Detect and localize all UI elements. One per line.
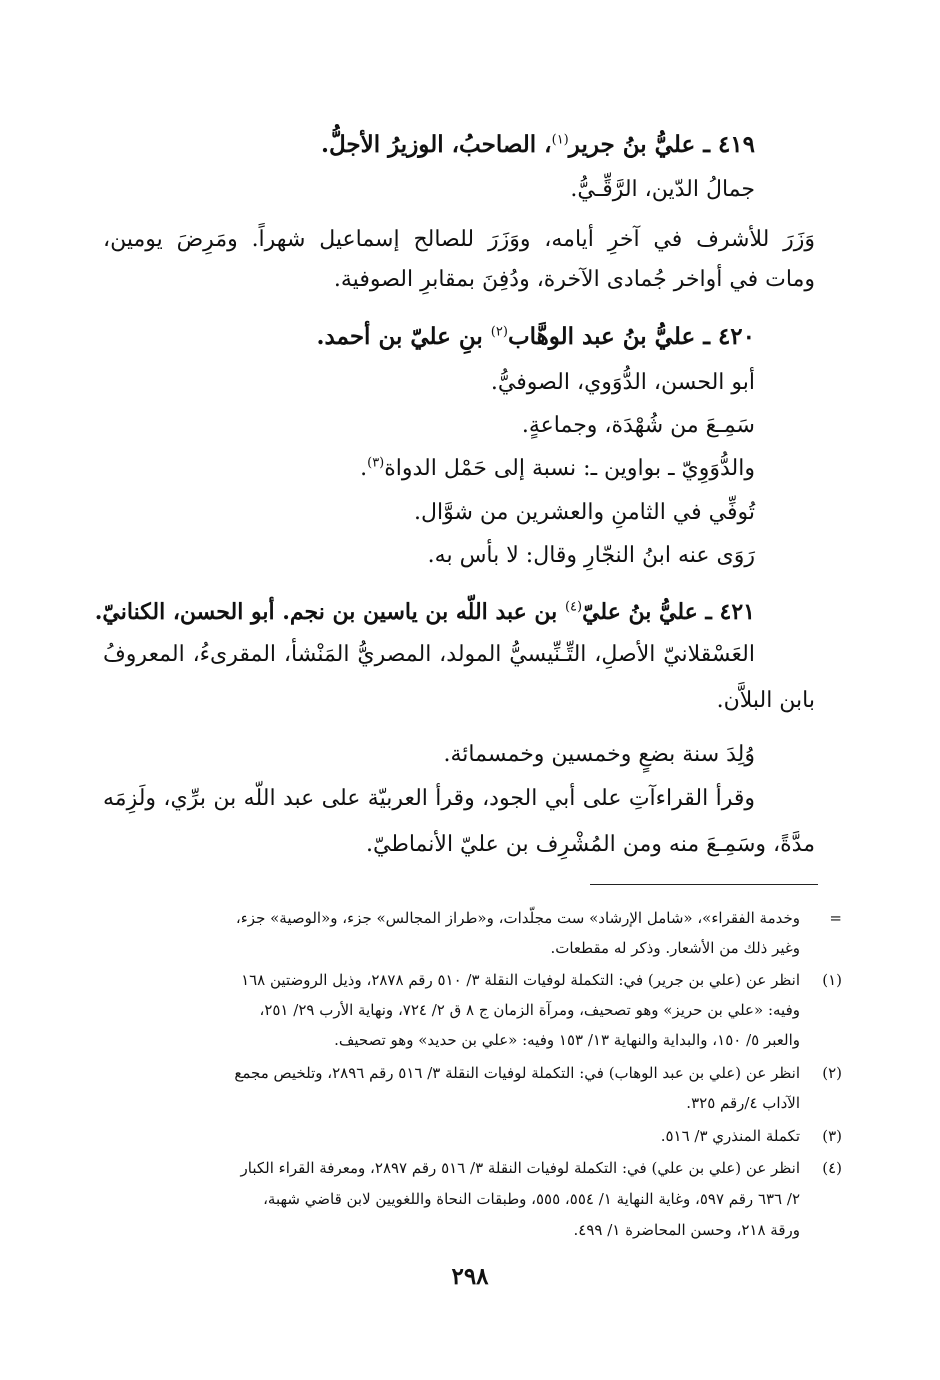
entry-420-line-2: سَمِـعَ من شُهْدَة، وجماعةٍ. xyxy=(521,413,755,438)
page-number: ٢٩٨ xyxy=(451,1263,489,1290)
entry-419-name: ٤١٩ ـ عليُّ بنُ جرير xyxy=(568,131,755,158)
footnote-continuation-mark: = xyxy=(829,909,842,927)
entry-420-line-3-text: والدُّوَوِيّ ـ بواوين ـ: نسبة إلى حَمْل الدواة xyxy=(384,456,755,481)
footnote-2-mark: (٢) xyxy=(822,1064,842,1082)
footnote-4-line-2: ٢/ ٦٣٦ رقم ٥٩٧، وغاية النهاية ١/ ٥٥٤، ٥٥٥، وطبقات النحاة واللغويين لابن قاضي شهبة، xyxy=(263,1190,800,1208)
entry-421-line-1: العَسْقلانيّ الأصلِ، التِّـنِّيسيُّ المولد، المصريُّ المَنْشأ، المقرىءُ، المعروفُ xyxy=(103,642,755,667)
entry-419-line-2: وَزَرَ للأشرف في آخرِ أيامه، ووَزَرَ للصالح إسماعيل شهراً. ومَرِضَ يومين، xyxy=(103,227,815,252)
entry-421-line-4: وقرأ القراءآتِ على أبي الجود، وقرأ العربيّة على عبد اللّه بن برِّي، ولَزِمَه xyxy=(103,786,755,811)
footnote-1-line-2: وفيه: «علي بن حريز» وهو تصحيف، ومرآة الزمان ج ٨ ق ٢/ ٧٢٤، ونهاية الأرب ٢٩/ ٢٥١، xyxy=(259,1001,800,1019)
entry-421-line-5: مدَّةً، وسَمِـعَ منه ومن المُشْرِف بن عليّ الأنماطيّ. xyxy=(366,832,815,857)
footnote-ref-1[interactable]: (١) xyxy=(551,132,569,148)
entry-419-line-1: جمالُ الدّين، الرَّقِّـيُّ. xyxy=(570,177,755,202)
footnote-continuation-line-1: وخدمة الفقراء»، «شامل الإرشاد» ست مجلّدات، و«طراز المجالس» جزء، و«الوصية» جزء، xyxy=(235,909,800,927)
footnote-ref-3[interactable]: (٣) xyxy=(367,455,385,471)
footnote-1-line-1: انظر عن (علي بن جرير) في: التكملة لوفيات النقلة ٣/ ٥١٠ رقم ٢٨٧٨، وذيل الروضتين ١٦٨ xyxy=(241,971,800,989)
entry-419-line-3: ومات في أواخر جُمادى الآخرة، ودُفِنَ بمقابرِ الصوفية. xyxy=(333,267,815,292)
entry-420-line-3 xyxy=(360,454,755,484)
entry-419-title: ، الصاحبُ، الوزيرُ الأجلُّ. xyxy=(320,131,552,158)
footnote-4-mark: (٤) xyxy=(822,1159,842,1177)
footnote-2-line-2: الآداب ٤/رقم ٣٢٥. xyxy=(686,1094,800,1112)
entry-420-heading xyxy=(316,322,755,352)
entry-421-name: ٤٢١ ـ عليُّ بنُ عليّ xyxy=(582,599,755,625)
footnote-ref-2[interactable]: (٢) xyxy=(490,324,508,340)
entry-420-name: ٤٢٠ ـ عليُّ بنُ عبد الوهَّاب xyxy=(507,323,755,350)
footnote-separator xyxy=(590,884,818,885)
entry-420-line-1: أبو الحسن، الدُّوَوي، الصوفيُّ. xyxy=(490,370,755,395)
footnote-ref-4[interactable]: (٤) xyxy=(564,599,583,615)
entry-421-title: بن عبد اللّه بن ياسين بن نجم. أبو الحسن، الكنانيّ. xyxy=(94,599,565,625)
entry-420-line-5: رَوَى عنه ابنُ النجّارِ وقال: لا بأس به. xyxy=(427,543,755,568)
footnote-continuation-line-2: وغير ذلك من الأشعار. وذكر له مقطعات. xyxy=(550,939,800,957)
entry-420-title: بنِ عليّ بن أحمد. xyxy=(316,323,491,350)
footnote-2-line-1: انظر عن (علي بن عبد الوهاب) في: التكملة لوفيات النقلة ٣/ ٥١٦ رقم ٢٨٩٦، وتلخيص مجمع xyxy=(234,1064,800,1082)
entry-419-heading xyxy=(321,130,755,160)
entry-420-line-4: تُوفِّي في الثامنِ والعشرين من شوَّال. xyxy=(414,500,755,525)
footnote-4-line-3: ورقة ٢١٨، وحسن المحاضرة ١/ ٤٩٩. xyxy=(573,1221,800,1239)
entry-421-line-2: بابن البلاَّن. xyxy=(716,688,815,713)
entry-420-line-3-end: . xyxy=(360,456,368,481)
footnote-1-mark: (١) xyxy=(822,971,842,989)
entry-421-line-3: وُلِدَ سنة بضعٍ وخمسين وخمسمائة. xyxy=(443,742,755,767)
footnote-4-line-1: انظر عن (علي بن علي) في: التكملة لوفيات النقلة ٣/ ٥١٦ رقم ٢٨٩٧، ومعرفة القراء الكبار xyxy=(240,1159,800,1177)
entry-421-heading xyxy=(95,597,755,627)
footnote-1-line-3: والعبر ٥/ ١٥٠، والبداية والنهاية ١٣/ ١٥٣ وفيه: «علي بن حديد» وهو تصحيف. xyxy=(334,1031,800,1049)
footnote-3-line-1: تكملة المنذري ٣/ ٥١٦. xyxy=(660,1127,800,1145)
footnote-3-mark: (٣) xyxy=(822,1127,842,1145)
